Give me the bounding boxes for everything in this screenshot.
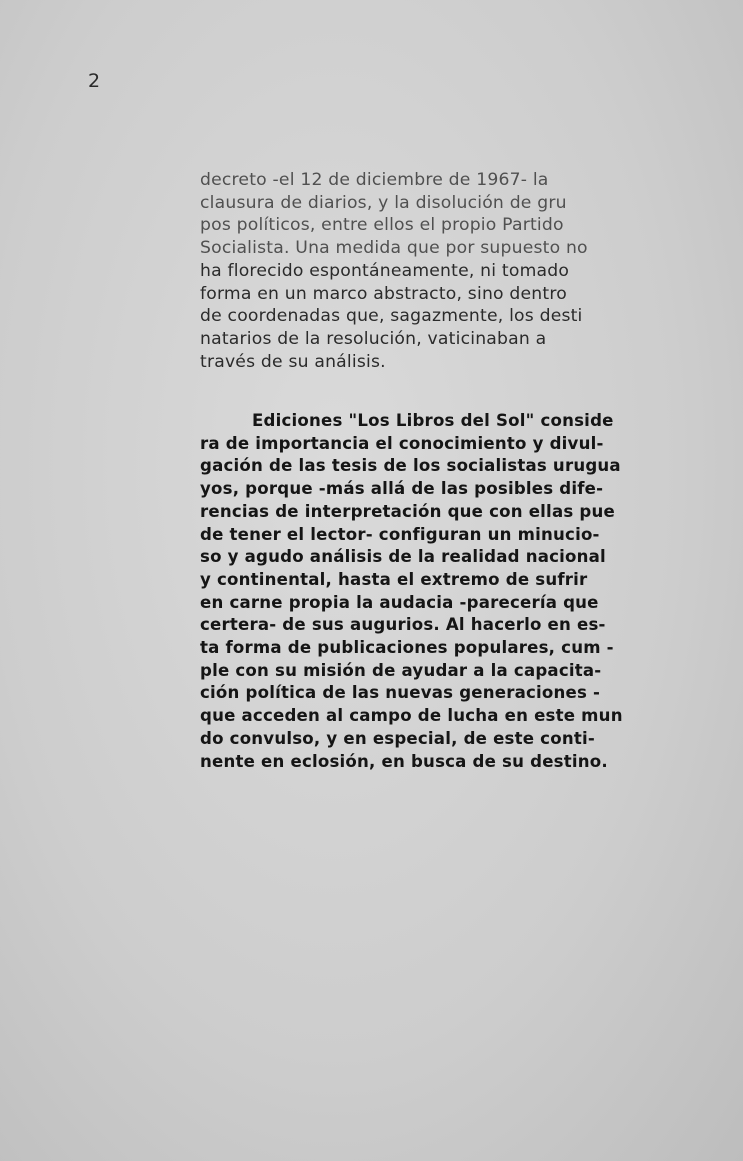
text-line: través de su análisis. <box>200 351 386 372</box>
text-line: ra de importancia el conocimiento y divul- <box>200 433 604 453</box>
text-line: en carne propia la audacia -parecería que <box>200 592 599 612</box>
page-number: 2 <box>88 70 101 92</box>
text-line: nente en eclosión, en busca de su destino. <box>200 751 608 771</box>
text-line: pos políticos, entre ellos el propio Partido <box>200 215 564 236</box>
text-line: natarios de la resolución, vaticinaban a <box>200 328 547 349</box>
text-line: do convulso, y en especial, de este conti- <box>200 728 595 748</box>
text-line: yos, porque -más allá de las posibles dife- <box>200 479 604 499</box>
text-line: ple con su misión de ayudar a la capacita- <box>200 660 602 680</box>
text-line: gación de las tesis de los socialistas urugua <box>200 456 621 476</box>
text-line: y continental, hasta el extremo de sufrir <box>200 569 588 589</box>
text-line: so y agudo análisis de la realidad nacional <box>200 547 606 567</box>
text-line: decreto -el 12 de diciembre de 1967- la <box>200 170 549 190</box>
text-line: ta forma de publicaciones populares, cum - <box>200 638 614 658</box>
text-line: rencias de interpretación que con ellas pue <box>200 501 615 521</box>
text-line: de tener el lector- configuran un minucio- <box>200 524 600 544</box>
text-line: certera- de sus augurios. Al hacerlo en es- <box>200 615 606 635</box>
text-line: Ediciones "Los Libros del Sol" conside <box>252 411 614 430</box>
text-line: ción política de las nuevas generaciones - <box>200 683 601 703</box>
text-line: Socialista. Una medida que por supuesto no <box>200 238 588 259</box>
text-line: ha florecido espontáneamente, ni tomado <box>200 260 570 281</box>
paragraph-1 <box>200 169 660 373</box>
text-line: forma en un marco abstracto, sino dentro <box>200 283 567 304</box>
text-line: de coordenadas que, sagazmente, los desti <box>200 306 583 327</box>
text-line: que acceden al campo de lucha en este mun <box>200 706 623 726</box>
paragraph-2 <box>200 410 660 773</box>
text-line: clausura de diarios, y la disolución de gru <box>200 192 567 213</box>
